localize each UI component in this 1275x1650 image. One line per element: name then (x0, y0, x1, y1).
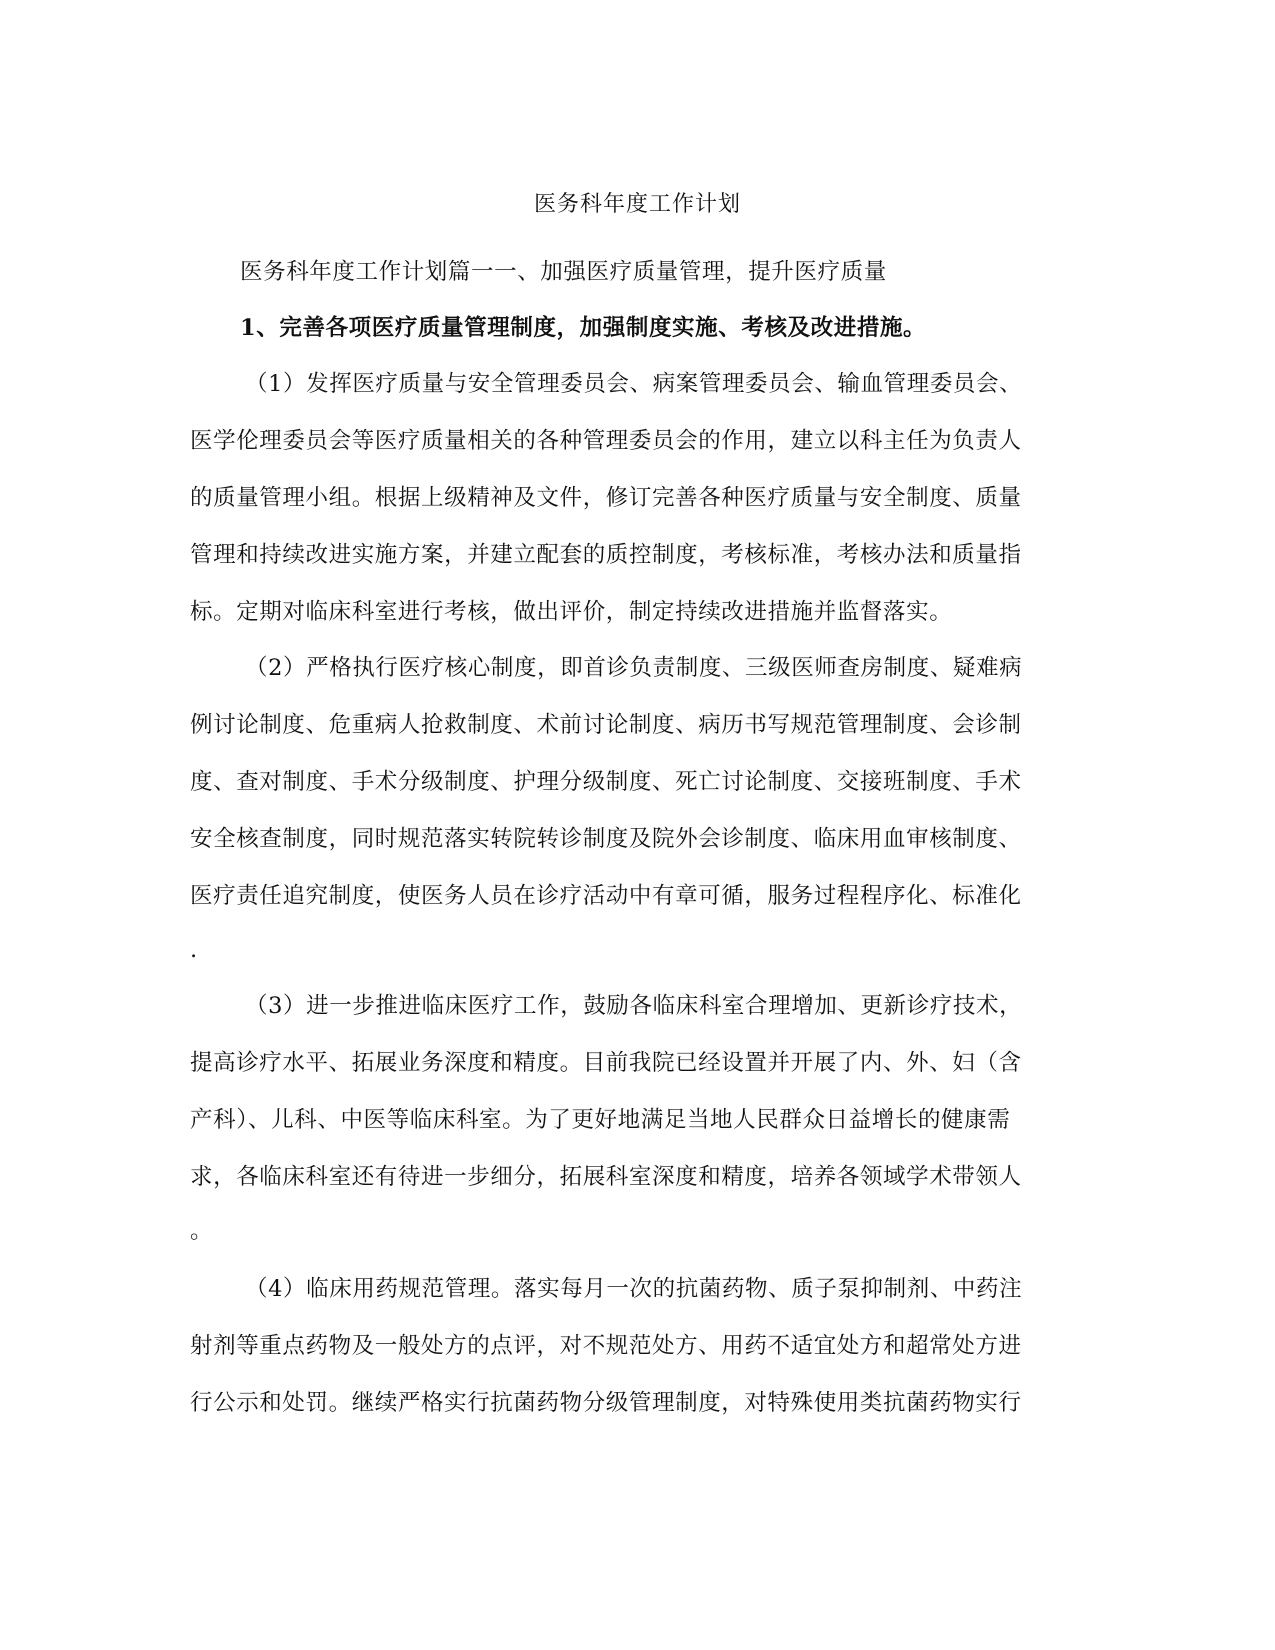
paragraph-1-line-4: 管理和持续改进实施方案，并建立配套的质控制度，考核标准，考核办法和质量指 (190, 542, 1022, 568)
intro-line: 医务科年度工作计划篇一一、加强医疗质量管理，提升医疗质量 (240, 259, 887, 285)
paragraph-3-line-4: 求，各临床科室还有待进一步细分，拓展科室深度和精度，培养各领域学术带领人 (190, 1164, 1022, 1190)
document-title: 医务科年度工作计划 (533, 192, 741, 217)
paragraph-1-line-2: 医学伦理委员会等医疗质量相关的各种管理委员会的作用，建立以科主任为负责人 (190, 428, 1022, 454)
paragraph-2-line-1: （2）严格执行医疗核心制度，即首诊负责制度、三级医师查房制度、疑难病 (245, 655, 1023, 681)
paragraph-1-line-5: 标。定期对临床科室进行考核，做出评价，制定持续改进措施并监督落实。 (190, 599, 953, 625)
paragraph-2-line-2: 例讨论制度、危重病人抢救制度、术前讨论制度、病历书写规范管理制度、会诊制 (190, 712, 1022, 738)
paragraph-4-line-3: 行公示和处罚。继续严格实行抗菌药物分级管理制度，对特殊使用类抗菌药物实行 (190, 1390, 1022, 1416)
section-heading: 1、完善各项医疗质量管理制度，加强制度实施、考核及改进措施。 (240, 315, 927, 341)
paragraph-3-line-3: 产科）、儿科、中医等临床科室。为了更好地满足当地人民群众日益增长的健康需 (190, 1107, 1011, 1133)
paragraph-2-line-3: 度、查对制度、手术分级制度、护理分级制度、死亡讨论制度、交接班制度、手术 (190, 769, 1022, 795)
paragraph-3-line-1: （3）进一步推进临床医疗工作，鼓励各临床科室合理增加、更新诊疗技术， (245, 993, 1023, 1019)
paragraph-4-line-2: 射剂等重点药物及一般处方的点评，对不规范处方、用药不适宜处方和超常处方进 (190, 1333, 1022, 1359)
paragraph-2-line-5: 医疗责任追究制度，使医务人员在诊疗活动中有章可循，服务过程程序化、标准化 (190, 883, 1022, 909)
paragraph-1-line-3: 的质量管理小组。根据上级精神及文件，修订完善各种医疗质量与安全制度、质量 (190, 485, 1022, 511)
paragraph-2-line-6: . (190, 937, 198, 963)
paragraph-3-line-5: 。 (190, 1218, 214, 1244)
paragraph-1-line-1: （1）发挥医疗质量与安全管理委员会、病案管理委员会、输血管理委员会、 (245, 371, 1023, 397)
paragraph-2-line-4: 安全核查制度，同时规范落实转院转诊制度及院外会诊制度、临床用血审核制度、 (190, 826, 1022, 852)
paragraph-3-line-2: 提高诊疗水平、拓展业务深度和精度。目前我院已经设置并开展了内、外、妇（含 (190, 1050, 1022, 1076)
paragraph-4-line-1: （4）临床用药规范管理。落实每月一次的抗菌药物、质子泵抑制剂、中药注 (245, 1276, 1023, 1302)
